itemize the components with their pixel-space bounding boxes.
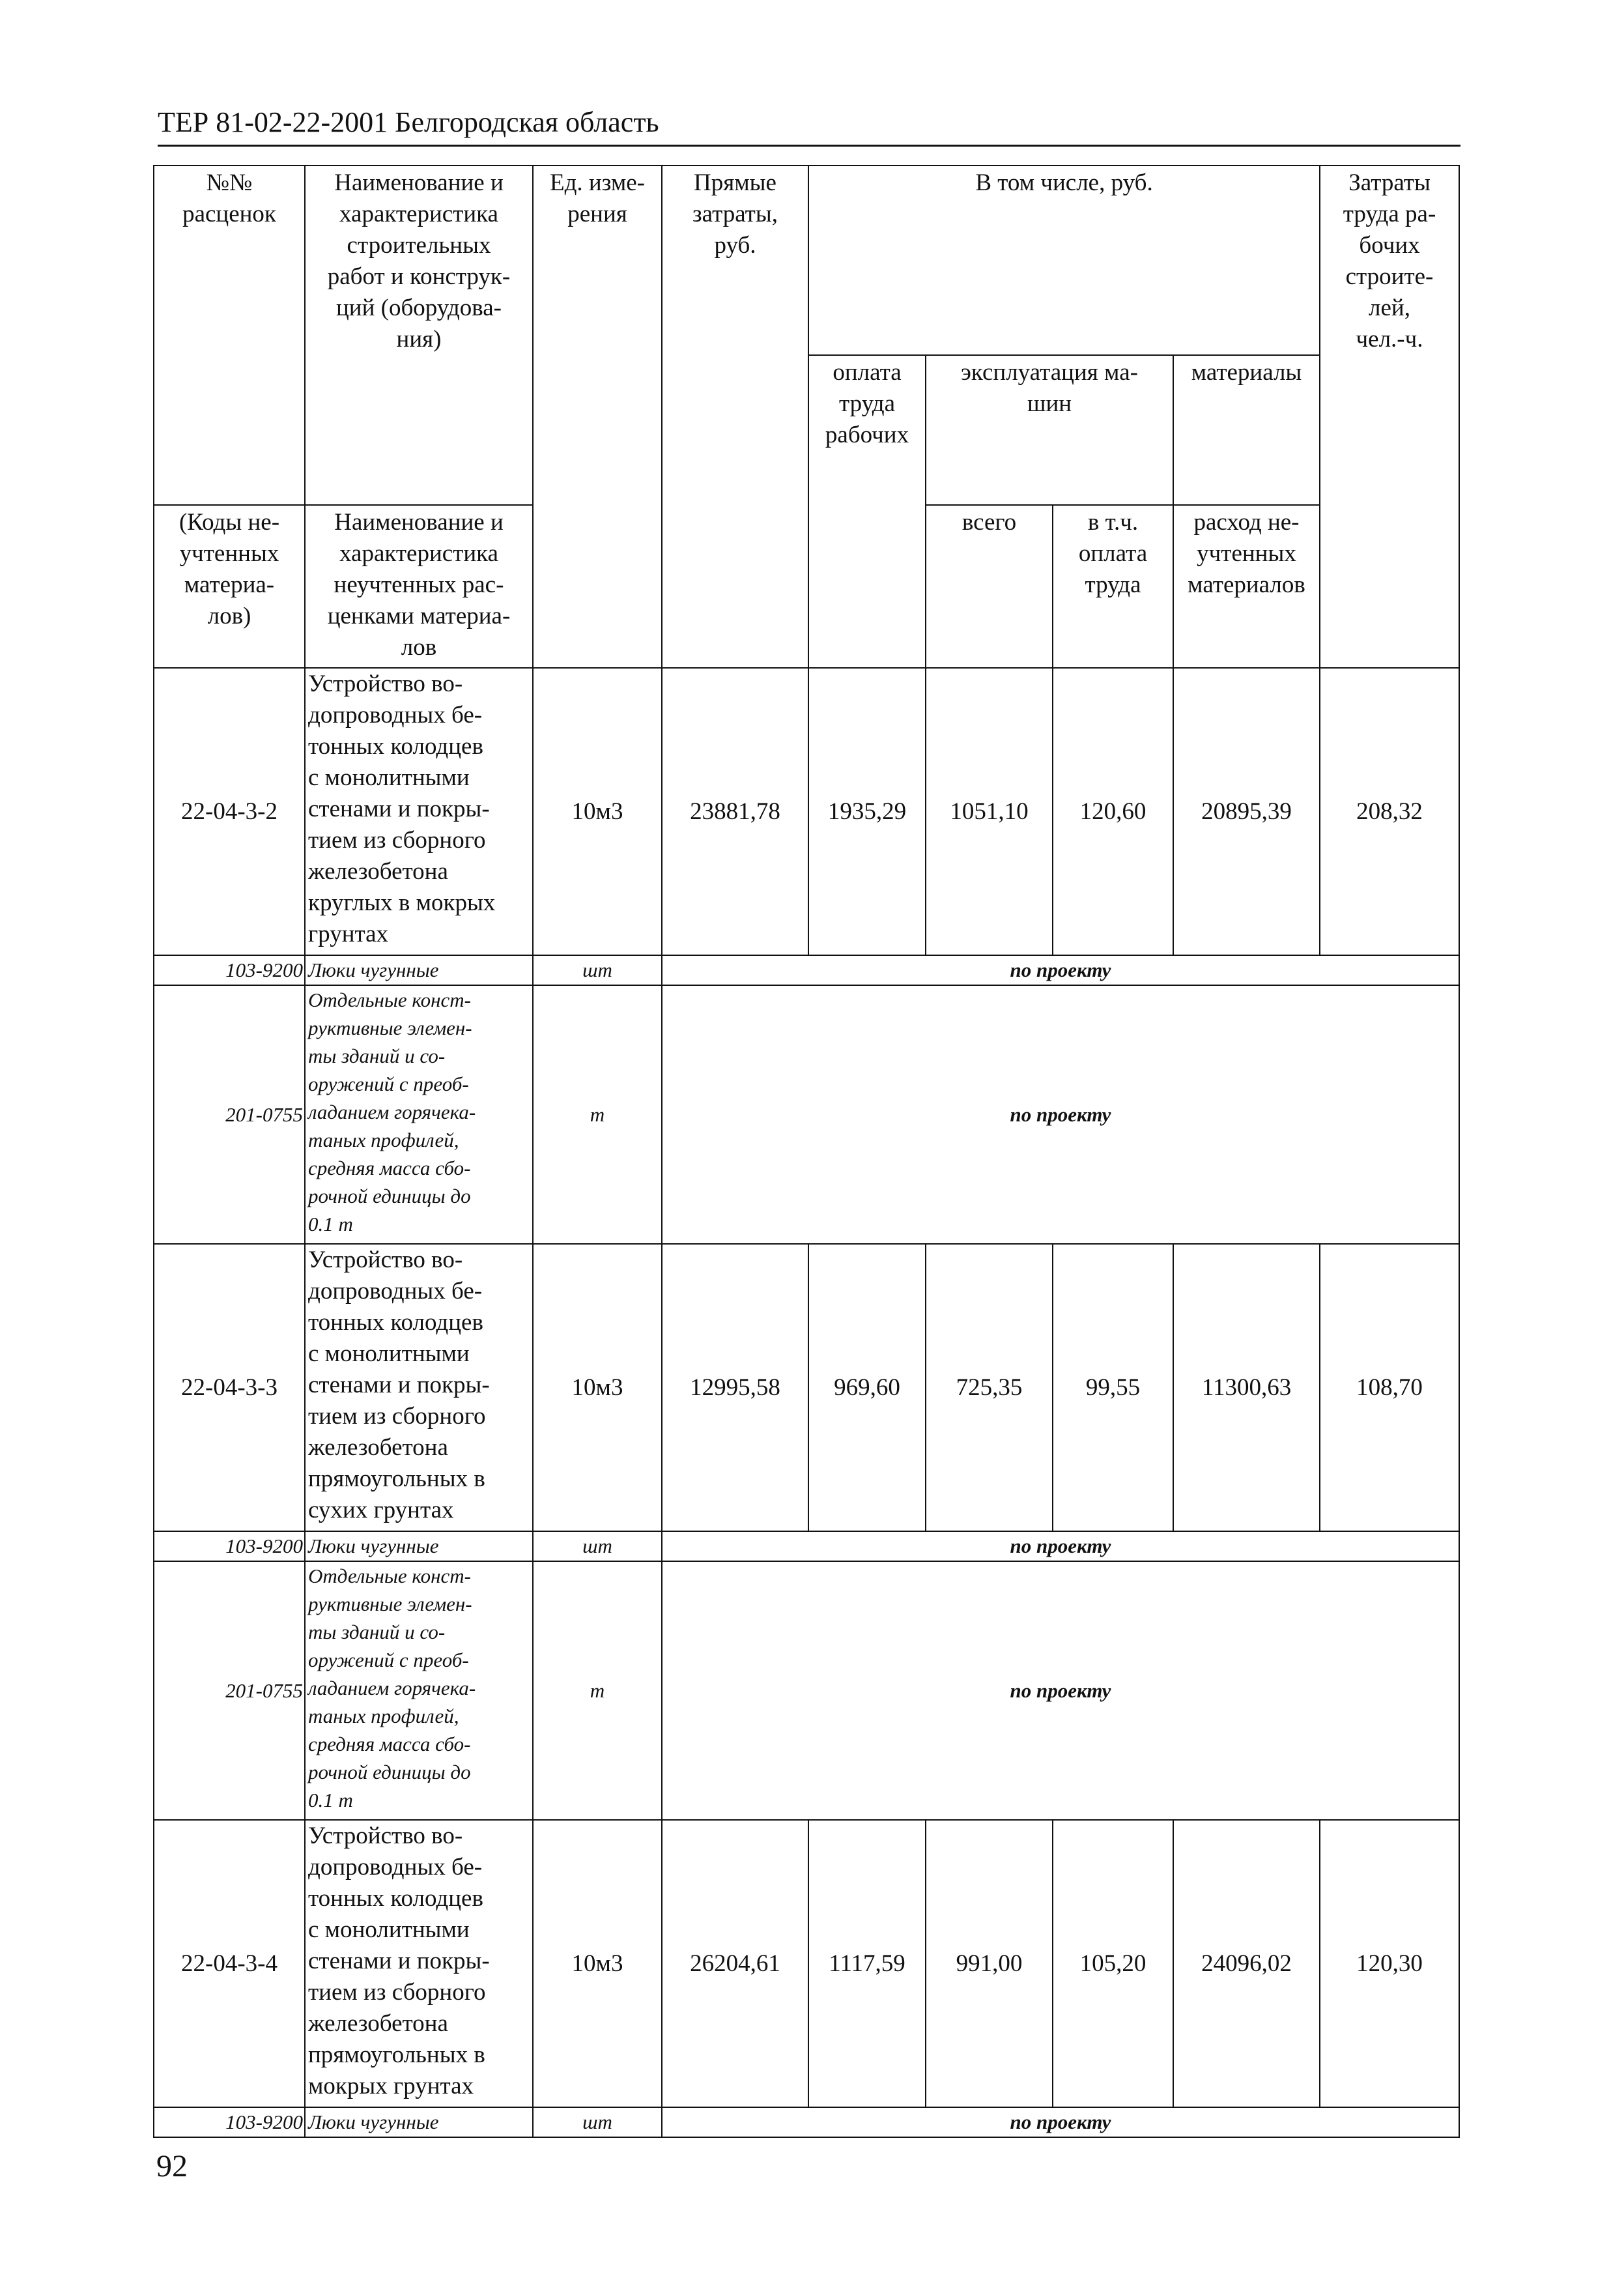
material-code: 103-9200 bbox=[154, 955, 305, 985]
header-direct-costs: Прямые затраты, руб. bbox=[662, 166, 808, 668]
rate-materials: 24096,02 bbox=[1173, 1820, 1320, 2107]
rate-unit: 10м3 bbox=[533, 668, 662, 955]
rate-machines-total: 991,00 bbox=[926, 1820, 1053, 2107]
material-name: Отдельные конст- руктивные элемен- ты зданий и со- оружений с преоб- ладанием горячека- таных профилей, средняя масса сбо- рочной единицы до 0.1 т bbox=[305, 1561, 533, 1820]
material-name: Люки чугунные bbox=[305, 955, 533, 985]
rate-machines-wages: 99,55 bbox=[1053, 1244, 1173, 1531]
header-machines-wages: в т.ч. оплата труда bbox=[1053, 505, 1173, 668]
rate-code: 22-04-3-3 bbox=[154, 1244, 305, 1531]
rate-labor: 120,30 bbox=[1320, 1820, 1459, 2107]
rate-materials: 11300,63 bbox=[1173, 1244, 1320, 1531]
header-materials: материалы bbox=[1173, 355, 1320, 505]
rate-wages: 1117,59 bbox=[808, 1820, 926, 2107]
header-machines: эксплуатация ма- шин bbox=[926, 355, 1173, 505]
header-wages: оплата труда рабочих bbox=[808, 355, 926, 668]
rate-materials: 20895,39 bbox=[1173, 668, 1320, 955]
rate-wages: 969,60 bbox=[808, 1244, 926, 1531]
rate-unit: 10м3 bbox=[533, 1244, 662, 1531]
table-row bbox=[154, 668, 1459, 955]
rate-unit: 10м3 bbox=[533, 1820, 662, 2107]
rate-code: 22-04-3-4 bbox=[154, 1820, 305, 2107]
material-note: по проекту bbox=[662, 985, 1459, 1244]
material-unit: шт bbox=[533, 1531, 662, 1561]
material-name: Люки чугунные bbox=[305, 1531, 533, 1561]
material-note: по проекту bbox=[662, 1531, 1459, 1561]
header-labor-costs: Затраты труда ра- бочих строите- лей, чел.-ч. bbox=[1320, 166, 1459, 668]
header-code: №№ расценок bbox=[154, 166, 305, 355]
material-unit: шт bbox=[533, 2107, 662, 2137]
material-unit: шт bbox=[533, 955, 662, 985]
table-row bbox=[154, 1244, 1459, 1531]
rate-direct-costs: 23881,78 bbox=[662, 668, 808, 955]
material-note: по проекту bbox=[662, 1561, 1459, 1820]
rate-labor: 208,32 bbox=[1320, 668, 1459, 955]
material-code: 103-9200 bbox=[154, 2107, 305, 2137]
material-unit: т bbox=[533, 1561, 662, 1820]
material-note: по проекту bbox=[662, 2107, 1459, 2137]
table-row bbox=[154, 1820, 1459, 2107]
rate-machines-wages: 120,60 bbox=[1053, 668, 1173, 955]
header-machines-total: всего bbox=[926, 505, 1053, 668]
material-code: 201-0755 bbox=[154, 985, 305, 1244]
rate-labor: 108,70 bbox=[1320, 1244, 1459, 1531]
header-unit: Ед. изме- рения bbox=[533, 166, 662, 668]
rate-name: Устройство во- допроводных бе- тонных колодцев с монолитными стенами и покры- тием из сборного железобетона прямоугольных в сухих грунтах bbox=[305, 1244, 533, 1531]
material-name: Люки чугунные bbox=[305, 2107, 533, 2137]
material-note: по проекту bbox=[662, 955, 1459, 985]
material-row bbox=[154, 955, 1459, 985]
rate-code: 22-04-3-2 bbox=[154, 668, 305, 955]
header-material-names: Наименование и характеристика неучтенных рас- ценками материа- лов bbox=[305, 505, 533, 668]
material-unit: т bbox=[533, 985, 662, 1244]
header-material-codes: (Коды не- учтенных материа- лов) bbox=[154, 505, 305, 668]
rate-machines-total: 1051,10 bbox=[926, 668, 1053, 955]
rate-machines-wages: 105,20 bbox=[1053, 1820, 1173, 2107]
rates-table bbox=[153, 165, 1460, 2138]
header-material-consumption: расход не- учтенных материалов bbox=[1173, 505, 1320, 668]
material-row bbox=[154, 1561, 1459, 1820]
rate-direct-costs: 26204,61 bbox=[662, 1820, 808, 2107]
rate-machines-total: 725,35 bbox=[926, 1244, 1053, 1531]
header-name-spacer bbox=[305, 355, 533, 505]
material-code: 201-0755 bbox=[154, 1561, 305, 1820]
material-name: Отдельные конст- руктивные элемен- ты зданий и со- оружений с преоб- ладанием горячека- таных профилей, средняя масса сбо- рочной единицы до 0.1 т bbox=[305, 985, 533, 1244]
page-header: ТЕР 81-02-22-2001 Белгородская область bbox=[158, 106, 659, 138]
material-row bbox=[154, 2107, 1459, 2137]
rate-wages: 1935,29 bbox=[808, 668, 926, 955]
header-including: В том числе, руб. bbox=[808, 166, 1320, 355]
material-code: 103-9200 bbox=[154, 1531, 305, 1561]
material-row bbox=[154, 1531, 1459, 1561]
material-row bbox=[154, 985, 1459, 1244]
header-code-spacer bbox=[154, 355, 305, 505]
header-name: Наименование и характеристика строительных работ и конструк- ций (оборудова- ния) bbox=[305, 166, 533, 355]
header-row-1 bbox=[154, 166, 1459, 355]
rate-name: Устройство во- допроводных бе- тонных колодцев с монолитными стенами и покры- тием из сборного железобетона прямоугольных в мокрых грунтах bbox=[305, 1820, 533, 2107]
page-number: 92 bbox=[156, 2149, 188, 2183]
rate-name: Устройство во- допроводных бе- тонных колодцев с монолитными стенами и покры- тием из сборного железобетона круглых в мокрых грунтах bbox=[305, 668, 533, 955]
header-rule bbox=[158, 145, 1460, 147]
rate-direct-costs: 12995,58 bbox=[662, 1244, 808, 1531]
